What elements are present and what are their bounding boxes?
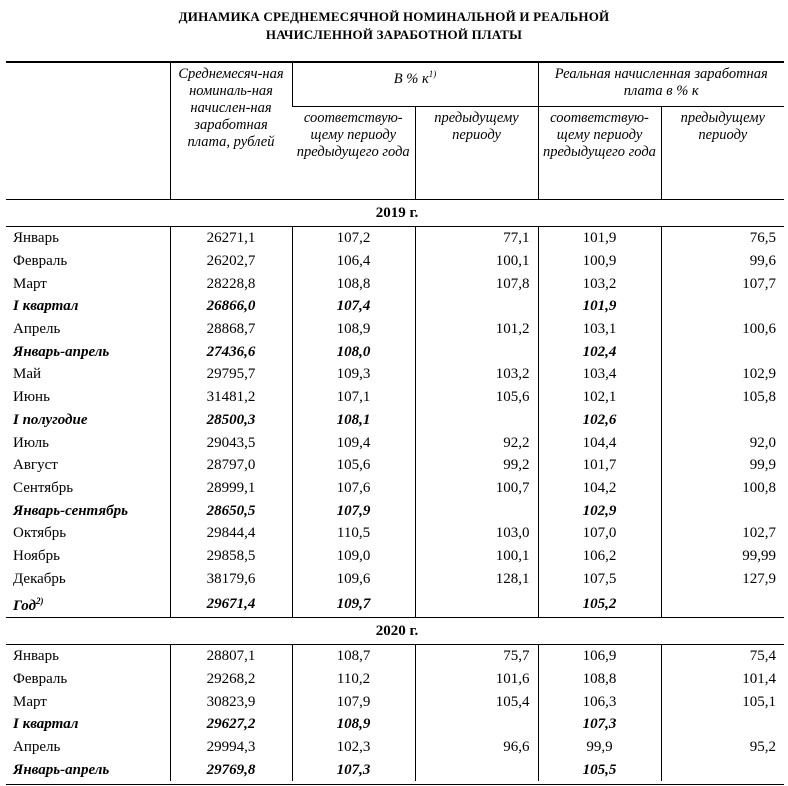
year-label-text: 2020 г. [375, 623, 419, 639]
table-row [6, 363, 784, 386]
table-row-summary [6, 713, 784, 736]
pct-same-period-cell: 109,3 [292, 363, 415, 386]
real-same-period-cell: 102,9 [538, 499, 661, 522]
nominal-cell: 26271,1 [170, 227, 292, 250]
table-title-line2: НАЧИСЛЕННОЙ ЗАРАБОТНОЙ ПЛАТЫ [265, 27, 523, 42]
period-name: Апрель [13, 321, 61, 338]
period-name-cell [6, 545, 170, 568]
real-prev-period-cell [661, 295, 784, 318]
period-name-cell [6, 318, 170, 341]
year-label-text: 2019 г. [375, 205, 419, 221]
period-name: Январь [13, 230, 59, 247]
real-prev-period-cell: 105,1 [661, 690, 784, 713]
pct-same-period-cell: 107,4 [292, 295, 415, 318]
period-name-cell [6, 431, 170, 454]
real-prev-period-cell: 102,9 [661, 363, 784, 386]
header-group-real [538, 62, 784, 107]
pct-prev-period-cell: 99,2 [415, 454, 538, 477]
real-same-period-cell: 106,2 [538, 545, 661, 568]
nominal-cell: 28797,0 [170, 454, 292, 477]
nominal-cell: 28999,1 [170, 477, 292, 500]
pct-same-period-cell: 107,1 [292, 386, 415, 409]
pct-same-period-cell: 106,4 [292, 250, 415, 273]
period-name: Январь-апрель [13, 761, 110, 778]
real-same-period-cell: 106,3 [538, 690, 661, 713]
period-name-cell [6, 522, 170, 545]
real-same-period-cell: 102,1 [538, 386, 661, 409]
period-name-cell [6, 499, 170, 522]
period-name: Октябрь [13, 525, 67, 542]
real-prev-period-cell: 101,4 [661, 668, 784, 691]
table-row-summary [6, 409, 784, 432]
period-name-cell [6, 363, 170, 386]
pct-same-period-cell: 107,9 [292, 690, 415, 713]
pct-same-period-cell: 108,7 [292, 645, 415, 668]
nominal-cell: 26202,7 [170, 250, 292, 273]
period-name-cell [6, 645, 170, 668]
pct-prev-period-cell: 103,2 [415, 363, 538, 386]
real-prev-period-cell [661, 713, 784, 736]
period-name: Год [13, 598, 37, 614]
real-same-period-cell: 107,0 [538, 522, 661, 545]
period-name-cell [6, 454, 170, 477]
period-name: I квартал [13, 298, 79, 315]
nominal-cell: 31481,2 [170, 386, 292, 409]
pct-prev-period-cell: 101,6 [415, 668, 538, 691]
period-name-cell [6, 590, 170, 618]
pct-same-period-cell: 105,6 [292, 454, 415, 477]
period-name-cell [6, 272, 170, 295]
pct-same-period-cell: 107,2 [292, 227, 415, 250]
real-same-period-cell: 104,2 [538, 477, 661, 500]
period-name-cell [6, 668, 170, 691]
pct-prev-period-cell [415, 295, 538, 318]
real-same-period-cell: 104,4 [538, 431, 661, 454]
real-prev-period-cell: 92,0 [661, 431, 784, 454]
table-row [6, 668, 784, 691]
header-nominal-wage [170, 62, 292, 200]
real-same-period-cell: 103,4 [538, 363, 661, 386]
period-name: Апрель [13, 739, 61, 756]
period-name: I полугодие [13, 411, 88, 428]
pct-prev-period-cell: 96,6 [415, 736, 538, 759]
pct-same-period-cell: 109,6 [292, 567, 415, 590]
pct-prev-period-cell [415, 499, 538, 522]
table-row [6, 567, 784, 590]
period-name: Июнь [13, 389, 50, 406]
period-name-cell [6, 250, 170, 273]
pct-prev-period-cell [415, 758, 538, 781]
period-name: Март [13, 275, 47, 292]
table-body [6, 200, 784, 782]
year-header-row [6, 618, 784, 645]
year-label [6, 200, 784, 227]
period-name-cell [6, 736, 170, 759]
table-row [6, 645, 784, 668]
pct-same-period-cell: 109,7 [292, 590, 415, 618]
table-row [6, 386, 784, 409]
pct-same-period-cell: 107,9 [292, 499, 415, 522]
pct-prev-period-cell: 75,7 [415, 645, 538, 668]
period-name: Ноябрь [13, 547, 60, 564]
period-name-cell [6, 567, 170, 590]
period-name: I квартал [13, 716, 79, 733]
real-prev-period-cell: 100,8 [661, 477, 784, 500]
pct-same-period-cell: 107,3 [292, 758, 415, 781]
nominal-cell: 29627,2 [170, 713, 292, 736]
real-same-period-cell: 105,2 [538, 590, 661, 618]
real-same-period-cell: 108,8 [538, 668, 661, 691]
table-row [6, 545, 784, 568]
real-same-period-cell: 103,1 [538, 318, 661, 341]
nominal-cell: 29769,8 [170, 758, 292, 781]
pct-same-period-cell: 108,1 [292, 409, 415, 432]
real-same-period-cell: 106,9 [538, 645, 661, 668]
nominal-cell: 28500,3 [170, 409, 292, 432]
real-prev-period-cell: 99,9 [661, 454, 784, 477]
period-name: Февраль [13, 671, 68, 688]
nominal-cell: 29671,4 [170, 590, 292, 618]
real-prev-period-cell [661, 499, 784, 522]
header-real-same-period: соответствую-щему периоду предыдущего года [538, 107, 661, 200]
table-bottom-border [6, 784, 784, 785]
table-row [6, 227, 784, 250]
pct-same-period-cell: 108,0 [292, 340, 415, 363]
table-row-summary [6, 499, 784, 522]
table-row [6, 250, 784, 273]
period-name-cell [6, 713, 170, 736]
pct-prev-period-cell [415, 590, 538, 618]
pct-prev-period-cell: 105,4 [415, 690, 538, 713]
real-prev-period-cell: 100,6 [661, 318, 784, 341]
pct-prev-period-cell: 101,2 [415, 318, 538, 341]
period-name-cell [6, 409, 170, 432]
pct-same-period-cell: 109,0 [292, 545, 415, 568]
table-title-line1: ДИНАМИКА СРЕДНЕМЕСЯЧНОЙ НОМИНАЛЬНОЙ И РЕАЛЬНОЙ [178, 9, 610, 24]
real-prev-period-cell [661, 590, 784, 618]
wage-table [6, 61, 784, 781]
nominal-cell: 29844,4 [170, 522, 292, 545]
pct-same-period-cell: 110,2 [292, 668, 415, 691]
header-group-percent-label: В % к [393, 70, 429, 87]
real-prev-period-cell [661, 409, 784, 432]
pct-same-period-cell: 108,9 [292, 713, 415, 736]
footnote-2: 2) [36, 596, 44, 606]
nominal-cell: 27436,6 [170, 340, 292, 363]
nominal-cell: 29043,5 [170, 431, 292, 454]
real-same-period-cell: 102,4 [538, 340, 661, 363]
table-header [6, 62, 784, 200]
nominal-cell: 29268,2 [170, 668, 292, 691]
nominal-cell: 26866,0 [170, 295, 292, 318]
table-row [6, 454, 784, 477]
real-same-period-cell: 105,5 [538, 758, 661, 781]
real-same-period-cell: 101,9 [538, 295, 661, 318]
real-prev-period-cell: 99,6 [661, 250, 784, 273]
year-header-row [6, 200, 784, 227]
pct-prev-period-cell [415, 340, 538, 363]
table-row [6, 477, 784, 500]
real-prev-period-cell: 75,4 [661, 645, 784, 668]
period-name: Май [13, 366, 42, 383]
nominal-cell: 29994,3 [170, 736, 292, 759]
period-name-cell [6, 295, 170, 318]
pct-prev-period-cell: 107,8 [415, 272, 538, 295]
nominal-cell: 28228,8 [170, 272, 292, 295]
real-same-period-cell: 102,6 [538, 409, 661, 432]
pct-same-period-cell: 107,6 [292, 477, 415, 500]
nominal-cell: 29795,7 [170, 363, 292, 386]
real-prev-period-cell [661, 340, 784, 363]
period-name: Декабрь [13, 570, 66, 587]
pct-prev-period-cell: 128,1 [415, 567, 538, 590]
table-row [6, 736, 784, 759]
pct-same-period-cell: 108,9 [292, 318, 415, 341]
pct-same-period-cell: 108,8 [292, 272, 415, 295]
real-same-period-cell: 99,9 [538, 736, 661, 759]
pct-prev-period-cell: 77,1 [415, 227, 538, 250]
header-pct-same-period: соответствую-щему периоду предыдущего года [292, 107, 415, 200]
period-name-cell [6, 386, 170, 409]
pct-prev-period-cell: 100,1 [415, 250, 538, 273]
header-real-prev-period: предыдущему периоду [661, 107, 784, 200]
period-name-cell [6, 477, 170, 500]
pct-prev-period-cell: 92,2 [415, 431, 538, 454]
header-pct-prev-period: предыдущему периоду [415, 107, 538, 200]
table-row [6, 272, 784, 295]
nominal-cell: 28650,5 [170, 499, 292, 522]
real-same-period-cell: 100,9 [538, 250, 661, 273]
period-name: Март [13, 693, 47, 710]
real-prev-period-cell: 105,8 [661, 386, 784, 409]
table-row [6, 690, 784, 713]
real-prev-period-cell: 95,2 [661, 736, 784, 759]
nominal-cell: 28868,7 [170, 318, 292, 341]
table-row-summary [6, 590, 784, 618]
period-name: Январь-апрель [13, 343, 110, 360]
table-row-summary [6, 295, 784, 318]
year-label [6, 618, 784, 645]
real-prev-period-cell: 99,99 [661, 545, 784, 568]
period-name: Сентябрь [13, 479, 74, 496]
real-same-period-cell: 107,5 [538, 567, 661, 590]
pct-prev-period-cell [415, 713, 538, 736]
header-group-real-label: Реальная начисленная заработная плата в % к [554, 66, 768, 99]
period-name-cell [6, 690, 170, 713]
nominal-cell: 28807,1 [170, 645, 292, 668]
period-name-cell [6, 227, 170, 250]
pct-prev-period-cell: 105,6 [415, 386, 538, 409]
header-nominal-wage-label: Среднемесяч-ная номиналь-ная начислен-ная заработная плата, рублей [178, 66, 284, 150]
table-row-summary [6, 340, 784, 363]
pct-prev-period-cell: 100,7 [415, 477, 538, 500]
pct-same-period-cell: 102,3 [292, 736, 415, 759]
period-name: Январь-сентябрь [13, 502, 128, 519]
nominal-cell: 29858,5 [170, 545, 292, 568]
nominal-cell: 38179,6 [170, 567, 292, 590]
period-name: Июль [13, 434, 49, 451]
header-empty-cell [6, 62, 170, 200]
table-row [6, 522, 784, 545]
header-group-percent [292, 62, 538, 107]
period-name: Август [13, 457, 58, 474]
real-prev-period-cell: 76,5 [661, 227, 784, 250]
real-same-period-cell: 101,7 [538, 454, 661, 477]
period-name: Январь [13, 648, 59, 665]
table-row [6, 431, 784, 454]
pct-same-period-cell: 109,4 [292, 431, 415, 454]
real-same-period-cell: 101,9 [538, 227, 661, 250]
period-name-cell [6, 758, 170, 781]
period-name: Февраль [13, 253, 68, 270]
pct-same-period-cell: 110,5 [292, 522, 415, 545]
table-row [6, 318, 784, 341]
real-same-period-cell: 107,3 [538, 713, 661, 736]
real-prev-period-cell [661, 758, 784, 781]
nominal-cell: 30823,9 [170, 690, 292, 713]
real-prev-period-cell: 107,7 [661, 272, 784, 295]
pct-prev-period-cell: 103,0 [415, 522, 538, 545]
pct-prev-period-cell [415, 409, 538, 432]
real-same-period-cell: 103,2 [538, 272, 661, 295]
table-row-summary [6, 758, 784, 781]
pct-prev-period-cell: 100,1 [415, 545, 538, 568]
footnote-1: 1) [428, 69, 437, 79]
real-prev-period-cell: 127,9 [661, 567, 784, 590]
period-name-cell [6, 340, 170, 363]
real-prev-period-cell: 102,7 [661, 522, 784, 545]
